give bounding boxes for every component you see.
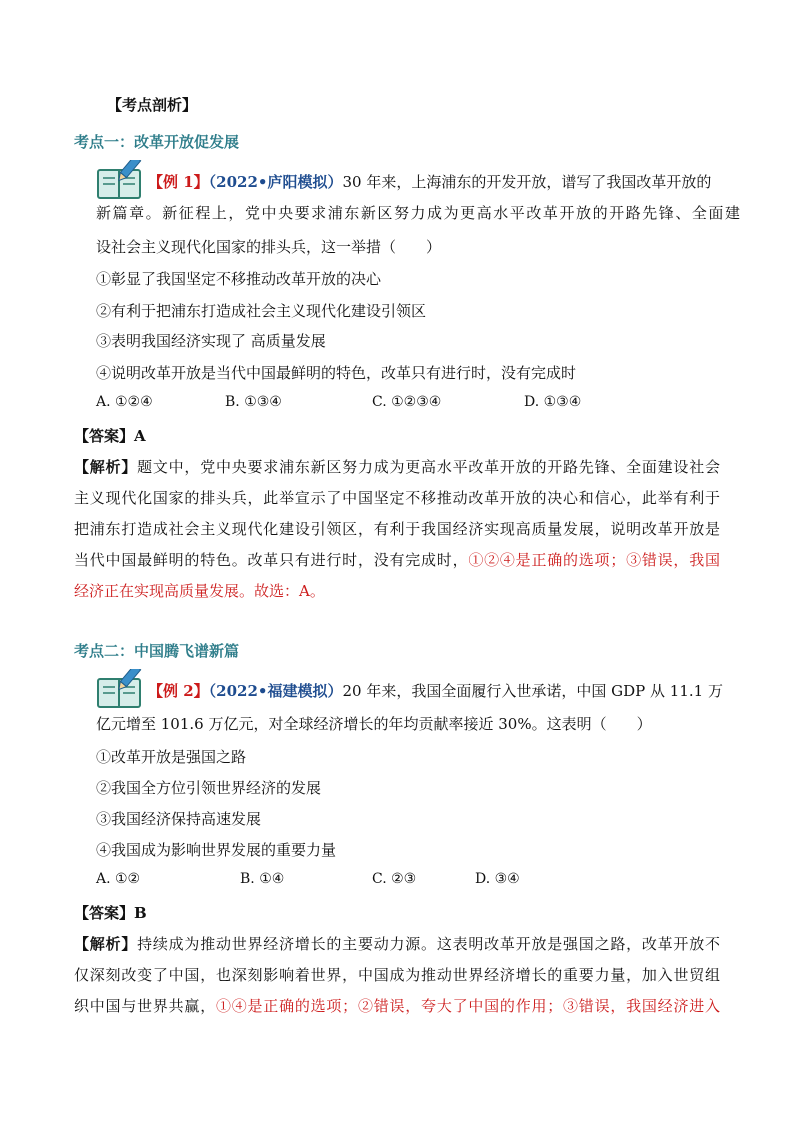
analysis-line: 主义现代化国家的排头兵，此举宣示了中国坚定不移推动改革开放的决心和信心，此举有利于 [74,489,720,507]
answer-line [74,425,146,446]
statement-item: ②我国全方位引领世界经济的发展 [96,779,322,797]
section-heading: 【考点剖析】 [107,96,198,114]
statement-item: ①改革开放是强国之路 [96,748,247,766]
option-a: A. ①② [96,871,141,887]
book-pencil-icon [96,160,142,200]
answer-value: B [134,904,147,922]
question-line: 新篇章。新征程上，党中央要求浦东新区努力成为更高水平改革开放的开路先锋、全面建 [96,204,740,222]
question-line: 30 年来，上海浦东的开发开放，谱写了我国改革开放的 [342,173,712,191]
answer-label: 【答案】 [74,427,135,445]
statement-item: ③表明我国经济实现了 高质量发展 [96,332,326,350]
option-d: D. ③④ [475,871,520,887]
example-1-source: （2022•庐阳模拟） [208,173,343,191]
topic-2-title: 考点二：中国腾飞谱新篇 [74,642,240,660]
analysis-text: 当代中国最鲜明的特色。改革只有进行时，没有完成时， [74,551,469,569]
option-d: D. ①③④ [524,394,582,410]
question-line: 设社会主义现代化国家的排头兵，这一举措（ ） [96,238,442,256]
option-b: B. ①④ [240,871,285,887]
analysis-line: 把浦东打造成社会主义现代化建设引领区，有利于我国经济实现高质量发展，说明改革开放是 [74,520,720,538]
option-c: C. ①②③④ [372,394,442,410]
question-line: 亿元增至 101.6 万亿元，对全球经济增长的年均贡献率接近 30%。这表明（ ） [96,715,652,733]
statement-item: ③我国经济保持高速发展 [96,810,262,828]
analysis-text: 织中国与世界共赢， [74,997,216,1015]
analysis-highlight: ①②④是正确的选项；③错误，我国 [468,551,720,569]
example-2-header [148,680,723,701]
option-c: C. ②③ [372,871,417,887]
analysis-line [74,549,720,570]
statement-item: ①彰显了我国坚定不移推动改革开放的决心 [96,270,382,288]
analysis-line: 经济正在实现高质量发展。故选：A。 [74,582,325,600]
statement-item: ④我国成为影响世界发展的重要力量 [96,841,337,859]
analysis-highlight: ①④是正确的选项；②错误，夸大了中国的作用；③错误，我国经济进入 [215,997,720,1015]
example-2-label: 【例 2】 [148,682,209,700]
analysis-label: 【解析】 [74,935,138,953]
option-b: B. ①③④ [225,394,282,410]
example-1-header [148,171,711,192]
statement-item: ②有利于把浦东打造成社会主义现代化建设引领区 [96,302,427,320]
analysis-line [74,995,720,1016]
answer-line [74,902,147,923]
analysis-line [74,456,720,477]
book-pencil-icon [96,669,142,709]
answer-value: A [134,427,146,445]
analysis-text: 持续成为推动世界经济增长的主要动力源。这表明改革开放是强国之路，改革开放不 [137,935,720,953]
example-1-label: 【例 1】 [148,173,209,191]
analysis-line [74,933,720,954]
answer-label: 【答案】 [74,904,135,922]
option-a: A. ①②④ [96,394,153,410]
example-2-source: （2022•福建模拟） [208,682,343,700]
statement-item: ④说明改革开放是当代中国最鲜明的特色，改革只有进行时，没有完成时 [96,364,577,382]
analysis-line: 仅深刻改变了中国，也深刻影响着世界，中国成为推动世界经济增长的重要力量，加入世贸组 [74,966,720,984]
question-line: 20 年来，我国全面履行入世承诺，中国 GDP 从 11.1 万 [342,682,723,700]
topic-1-title: 考点一：改革开放促发展 [74,133,240,151]
analysis-text: 题文中，党中央要求浦东新区努力成为更高水平改革开放的开路先锋、全面建设社会 [137,458,720,476]
analysis-label: 【解析】 [74,458,138,476]
